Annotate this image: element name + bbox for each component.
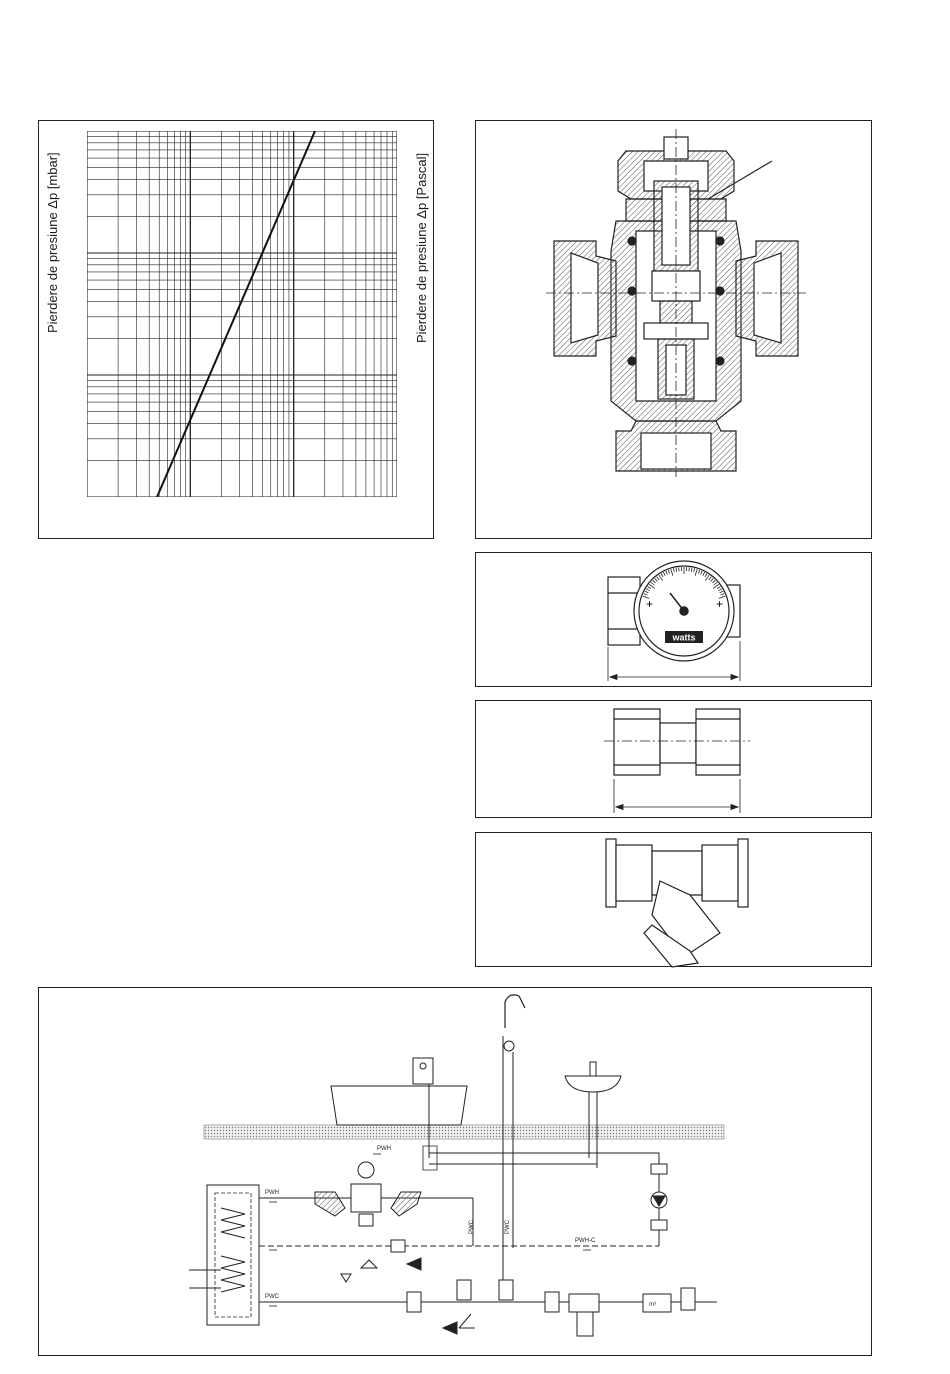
pressure-loss-chart-panel bbox=[38, 120, 434, 539]
floor-slab bbox=[204, 1125, 724, 1139]
thermometer-drawing bbox=[476, 553, 873, 688]
log-grid-chart bbox=[87, 131, 397, 497]
thermometer-panel bbox=[475, 552, 872, 687]
union-fitting-drawing bbox=[476, 701, 873, 819]
label-pwc-riser-1: PWC bbox=[469, 1220, 475, 1234]
y-strainer-drawing bbox=[476, 833, 873, 968]
valve-cross-section-panel bbox=[475, 120, 872, 539]
label-pwh-top: PWH bbox=[377, 1146, 391, 1152]
y-axis-label-left: Pierdere de presiune Δp [mbar] bbox=[45, 152, 60, 333]
label-pwh-left: PWH bbox=[265, 1190, 279, 1196]
label-meter-unit: m³ bbox=[649, 1302, 656, 1308]
installation-schematic-panel bbox=[38, 987, 872, 1356]
strainer-panel bbox=[475, 832, 872, 967]
label-pwh-c: PWH-C bbox=[575, 1238, 596, 1244]
svg-text:+: + bbox=[646, 597, 654, 611]
shower-control bbox=[413, 1058, 433, 1084]
pressure-loss-curve bbox=[157, 131, 315, 497]
gauge-brand-text: watts bbox=[672, 632, 696, 643]
label-pwc-left: PWC bbox=[265, 1294, 279, 1300]
bathtub bbox=[331, 1086, 467, 1125]
y-axis-label-right: Pierdere de presiune Δp [Pascal] bbox=[414, 152, 429, 343]
label-pwc-riser-2: PWC bbox=[505, 1220, 511, 1234]
svg-text:+: + bbox=[716, 597, 724, 611]
mixing-valve-drawing bbox=[476, 121, 873, 540]
tall-faucet bbox=[505, 995, 525, 1028]
washbasin bbox=[565, 1076, 621, 1092]
fitting-panel bbox=[475, 700, 872, 818]
hydraulic-schematic bbox=[39, 988, 873, 1357]
